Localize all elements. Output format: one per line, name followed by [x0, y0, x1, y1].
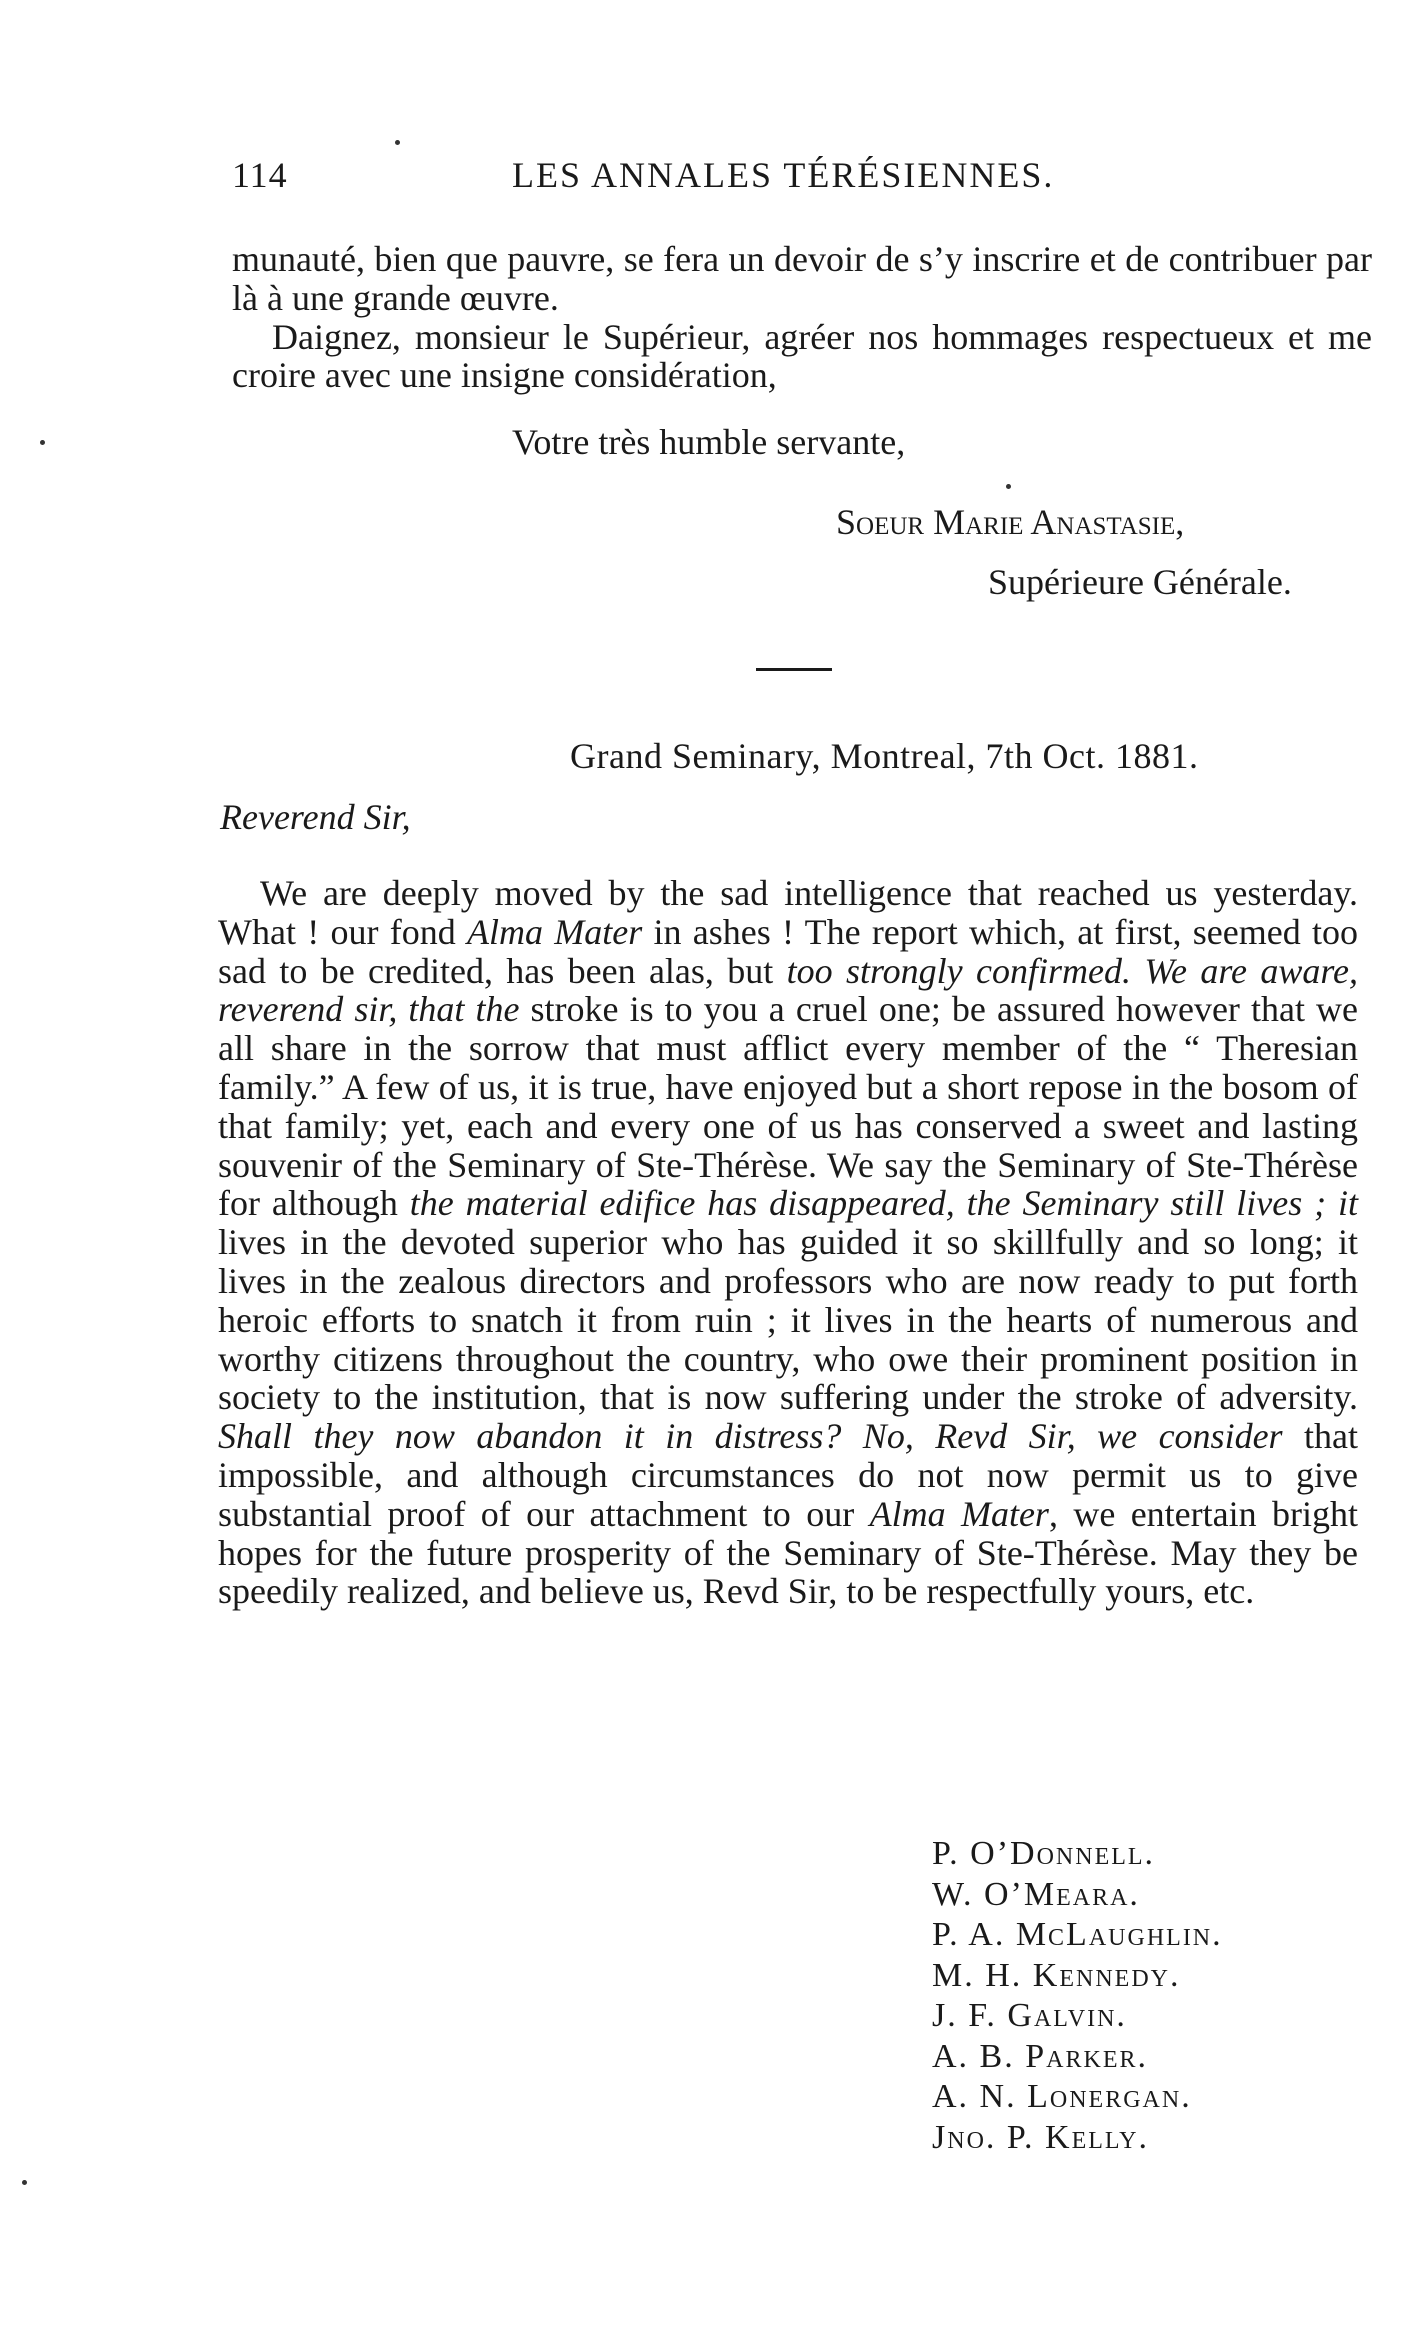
- body-text: , we entertain bright hopes for the future prosperity of the Seminary of Ste-Thérèse. May they be speedily realized, and believe us, Revd Sir, to be respectfully yours, etc.: [218, 1493, 1358, 1612]
- signatory: M. H. Kennedy.: [932, 1956, 1181, 1994]
- scan-speck: [22, 2180, 27, 2185]
- french-signature-title: Supérieure Générale.: [988, 562, 1292, 602]
- body-text-italic: the material edifice has disappeared, the Seminary still lives ; it: [409, 1183, 1358, 1224]
- body-text: We are deeply moved by the sad intelligence that reached us yesterday. What ! our fond: [218, 873, 1358, 952]
- body-text-italic: too strongly confirmed. We are aware, reverend sir, that the: [218, 950, 1358, 1030]
- body-text-italic: Alma Mater: [466, 911, 643, 952]
- body-text: that impossible, and although circumstances do not now permit us to give substantial proof of our attachment to our: [218, 1416, 1358, 1534]
- english-letter-dateline: Grand Seminary, Montreal, 7th Oct. 1881.: [570, 736, 1199, 776]
- french-closing-formula: Votre très humble servante,: [512, 422, 906, 462]
- page-number: 114: [232, 155, 288, 195]
- signatory: A. N. Lonergan.: [932, 2078, 1192, 2115]
- scan-speck: [1006, 484, 1011, 489]
- body-text-italic: Alma Mater: [869, 1493, 1049, 1534]
- french-text-line: munauté, bien que pauvre, se fera un devoir de s’y inscrire et de contribuer par là à une grande œuvre.: [232, 239, 1372, 318]
- body-text-italic: Shall they now abandon it in distress? No, Revd Sir, we consider: [218, 1416, 1283, 1457]
- scan-speck: [40, 440, 45, 445]
- signatory: P. O’Donnell.: [932, 1835, 1156, 1872]
- body-text: in ashes ! The report which, at first, seemed too sad to be credited, has been alas, but: [218, 911, 1358, 991]
- section-divider: [756, 668, 832, 671]
- english-letter-paragraph: [218, 874, 1358, 1611]
- english-letter-salutation: Reverend Sir,: [220, 797, 411, 837]
- running-title: LES ANNALES TÉRÉSIENNES.: [512, 155, 1055, 195]
- signatory: Jno. P. Kelly.: [932, 2118, 1149, 2156]
- body-text: lives in the devoted superior who has guided it so skillfully and so long; it lives in the zealous directors and professors who are now ready to put forth heroic efforts to snatch it from ruin ; it lives in the hearts of numerous and worthy citizens throughout the country, who owe their prominent position in society to the institution, that is now suffering under the stroke of adversity.: [218, 1222, 1358, 1418]
- english-letter-body: [218, 874, 1358, 1611]
- french-letter-closing-paragraph: [232, 240, 1372, 395]
- signatory: P. A. McLaughlin.: [932, 1916, 1223, 1953]
- scan-speck: [395, 140, 400, 145]
- french-text-line: Daignez, monsieur le Supérieur, agréer nos hommages respectueux et me croire avec une insigne considération,: [232, 316, 1372, 396]
- signatory: W. O’Meara.: [932, 1875, 1140, 1913]
- french-signature-name: Soeur Marie Anastasie,: [836, 502, 1185, 542]
- signatory: A. B. Parker.: [932, 2037, 1148, 2075]
- body-text: stroke is to you a cruel one; be assured however that we all share in the sorrow that must afflict every member of the “ Theresian family.” A few of us, it is true, have enjoyed but a short repose in the bosom of that family; yet, each and every one of us has conserved a sweet and lasting souvenir of the Seminary of Ste-Thérèse. We say the Seminary of Ste-Thérèse for although: [218, 989, 1359, 1224]
- signatories-list: [932, 1834, 1223, 2158]
- signatory: J. F. Galvin.: [932, 1997, 1127, 2034]
